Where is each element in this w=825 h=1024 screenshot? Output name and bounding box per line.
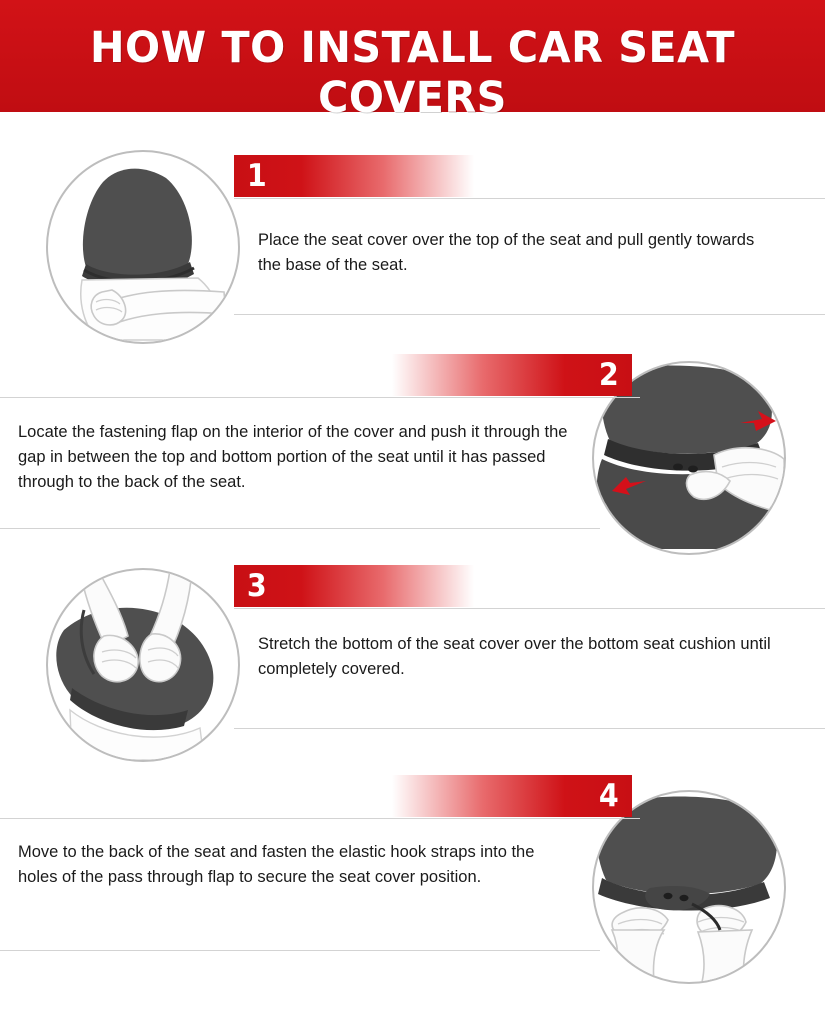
step-3-rule-bottom — [234, 728, 825, 729]
step-2-rule-bottom — [0, 528, 600, 529]
step-4-number-bar — [392, 775, 632, 817]
step-2-rule-top — [0, 397, 640, 398]
step-3-number-bar — [234, 565, 474, 607]
step-3-text: Stretch the bottom of the seat cover over the bottom seat cushion until completely covered. — [258, 635, 771, 678]
step-2-number: 2 — [599, 357, 620, 393]
step-4-number: 4 — [599, 778, 620, 814]
step-3-illustration — [46, 568, 240, 762]
step-2-text: Locate the fastening flap on the interior of the cover and push it through the gap in between the top and bottom portion of the seat until it has passed through to the back of the seat. — [18, 423, 568, 491]
stretch-cover-over-bottom-cushion-illustration — [48, 570, 238, 760]
header-banner — [0, 0, 825, 123]
step-1-number-bar — [234, 155, 474, 197]
step-3-number: 3 — [246, 568, 267, 604]
step-1-number: 1 — [246, 158, 267, 194]
step-4-illustration — [592, 790, 786, 984]
fasten-elastic-hook-straps-illustration — [594, 792, 784, 982]
step-2-number-bar — [392, 354, 632, 396]
seat-cover-over-top-of-seat-illustration — [48, 152, 238, 342]
step-4-rule-bottom — [0, 950, 600, 951]
step-3-rule-top — [234, 608, 825, 609]
step-4-rule-top — [0, 818, 640, 819]
step-4-text: Move to the back of the seat and fasten the elastic hook straps into the holes of the pass through flap to secure the seat cover position. — [18, 843, 535, 886]
page-title: HOW TO INSTALL CAR SEAT COVERS — [90, 23, 735, 123]
step-1-rule-top — [234, 198, 825, 199]
step-1-illustration — [46, 150, 240, 344]
step-1-text: Place the seat cover over the top of the seat and pull gently towards the base of the seat. — [258, 231, 755, 274]
step-1-rule-bottom — [234, 314, 825, 315]
